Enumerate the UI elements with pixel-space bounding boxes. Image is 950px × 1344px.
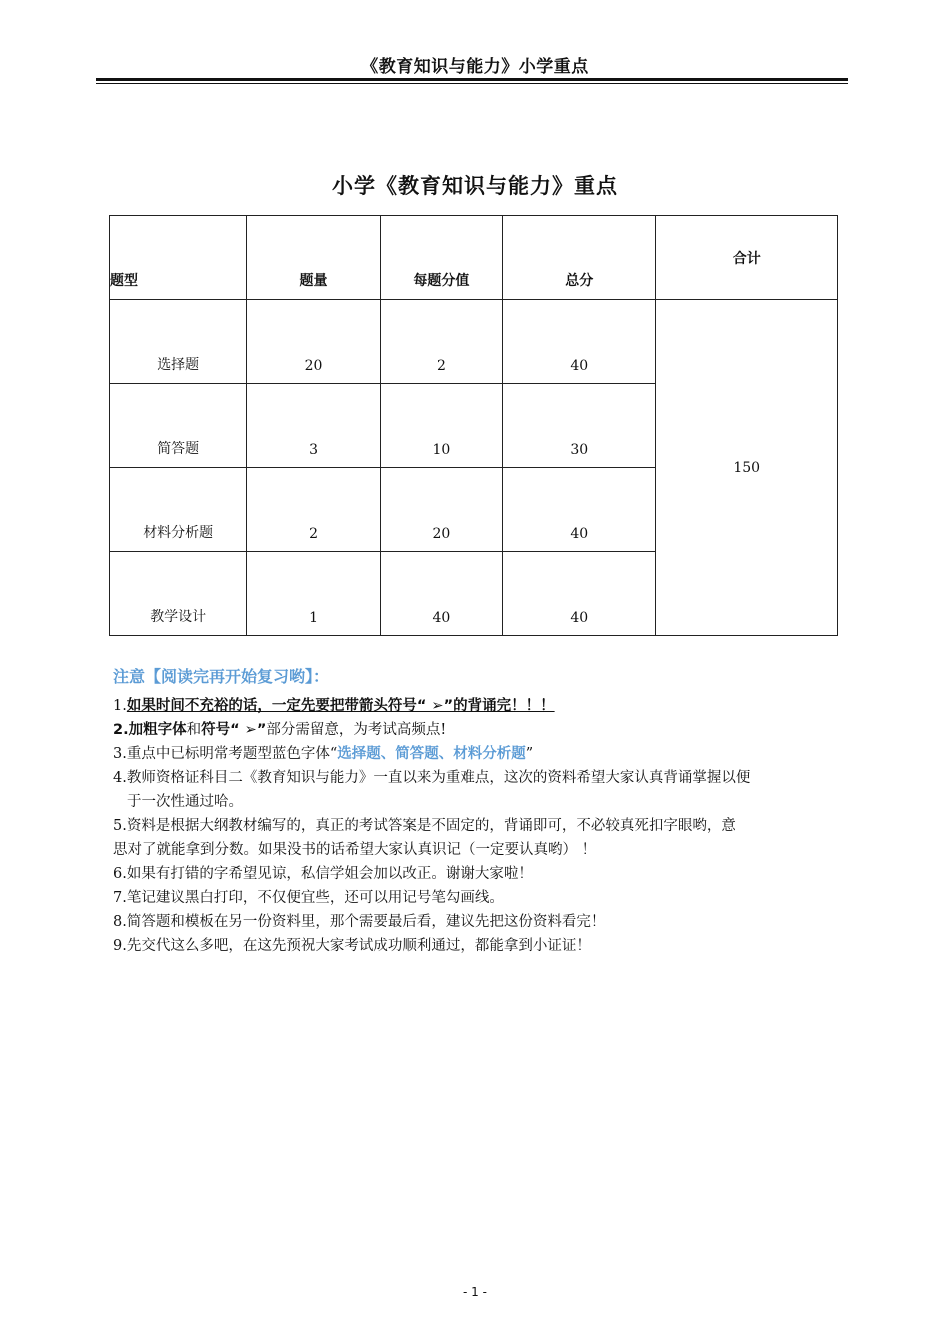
header-rule-thick bbox=[96, 78, 848, 81]
note-1-number: 1. bbox=[113, 698, 127, 714]
cell-subtotal: 30 bbox=[503, 384, 656, 468]
note-2-and: 和 bbox=[186, 722, 202, 738]
cell-subtotal: 40 bbox=[503, 468, 656, 552]
cell-per-score: 10 bbox=[380, 384, 502, 468]
header-rule-thin bbox=[96, 83, 848, 84]
note-item-1 bbox=[113, 694, 853, 718]
note-5-line-2: 思对了就能拿到分数。如果没书的话希望大家认真识记（一定要认真哟） ！ bbox=[113, 842, 597, 858]
notice-title: 注意【阅读完再开始复习哟】： bbox=[113, 667, 330, 686]
note-3-text: 重点中已标明常考题型蓝色字体“ bbox=[126, 746, 338, 762]
table-header-row bbox=[110, 216, 838, 300]
page-number: - 1 - bbox=[463, 1285, 487, 1299]
cell-type: 选择题 bbox=[110, 300, 247, 384]
cell-count: 1 bbox=[247, 552, 380, 636]
header-total: 合计 bbox=[656, 216, 838, 300]
header-count: 题量 bbox=[247, 216, 380, 300]
cell-subtotal: 40 bbox=[503, 552, 656, 636]
page-header-title: 《教育知识与能力》小学重点 bbox=[361, 57, 589, 77]
note-2-arrow-symbol: 符号“ ➢” bbox=[201, 722, 267, 738]
cell-type: 教学设计 bbox=[110, 552, 247, 636]
cell-count: 2 bbox=[247, 468, 380, 552]
note-item-7: 7.笔记建议黑白打印，不仅便宜些，还可以用记号笔勾画线。 bbox=[113, 890, 504, 906]
cell-count: 3 bbox=[247, 384, 380, 468]
note-4-line-1: 4.教师资格证科目二《教育知识与能力》一直以来为重难点，这次的资料希望大家认真背诵掌握以便 bbox=[113, 770, 751, 786]
note-item-5 bbox=[113, 814, 853, 862]
table-row bbox=[110, 300, 838, 384]
note-5-line-1: 5.资料是根据大纲教材编写的，真正的考试答案是不固定的，背诵即可，不必较真死扣字眼哟，意 bbox=[113, 818, 736, 834]
notice-list bbox=[113, 694, 853, 958]
note-3-blue-types: 选择题、简答题、材料分析题 bbox=[337, 746, 526, 762]
cell-type: 简答题 bbox=[110, 384, 247, 468]
note-2-bold-font: 加粗字体 bbox=[128, 722, 187, 738]
note-item-8: 8.简答题和模板在另一份资料里，那个需要最后看，建议先把这份资料看完！ bbox=[113, 914, 606, 930]
document-title: 小学《教育知识与能力》重点 bbox=[332, 174, 618, 198]
note-3-number: 3. bbox=[113, 746, 127, 762]
header-type: 题型 bbox=[110, 216, 247, 300]
cell-total: 150 bbox=[656, 300, 838, 636]
note-1-text: 如果时间不充裕的话，一定先要把带箭头符号“ ➢”的背诵完！！！ bbox=[126, 698, 555, 714]
note-3-end: ” bbox=[525, 746, 534, 762]
cell-subtotal: 40 bbox=[503, 300, 656, 384]
header-per-score: 每题分值 bbox=[380, 216, 502, 300]
note-2-number: 2. bbox=[113, 722, 129, 738]
score-table bbox=[109, 215, 838, 636]
note-item-3 bbox=[113, 742, 853, 766]
note-2-rest: 部分需留意，为考试高频点! bbox=[266, 722, 447, 738]
note-item-4 bbox=[113, 766, 853, 814]
note-4-line-2: 于一次性通过哈。 bbox=[127, 794, 243, 810]
cell-per-score: 20 bbox=[380, 468, 502, 552]
cell-per-score: 40 bbox=[380, 552, 502, 636]
note-item-6: 6.如果有打错的字希望见谅，私信学姐会加以改正。谢谢大家啦！ bbox=[113, 866, 533, 882]
cell-type: 材料分析题 bbox=[110, 468, 247, 552]
cell-per-score: 2 bbox=[380, 300, 502, 384]
header-subtotal: 总分 bbox=[503, 216, 656, 300]
cell-count: 20 bbox=[247, 300, 380, 384]
note-item-9: 9.先交代这么多吧，在这先预祝大家考试成功顺利通过，都能拿到小证证！ bbox=[113, 938, 591, 954]
note-item-2 bbox=[113, 718, 853, 742]
